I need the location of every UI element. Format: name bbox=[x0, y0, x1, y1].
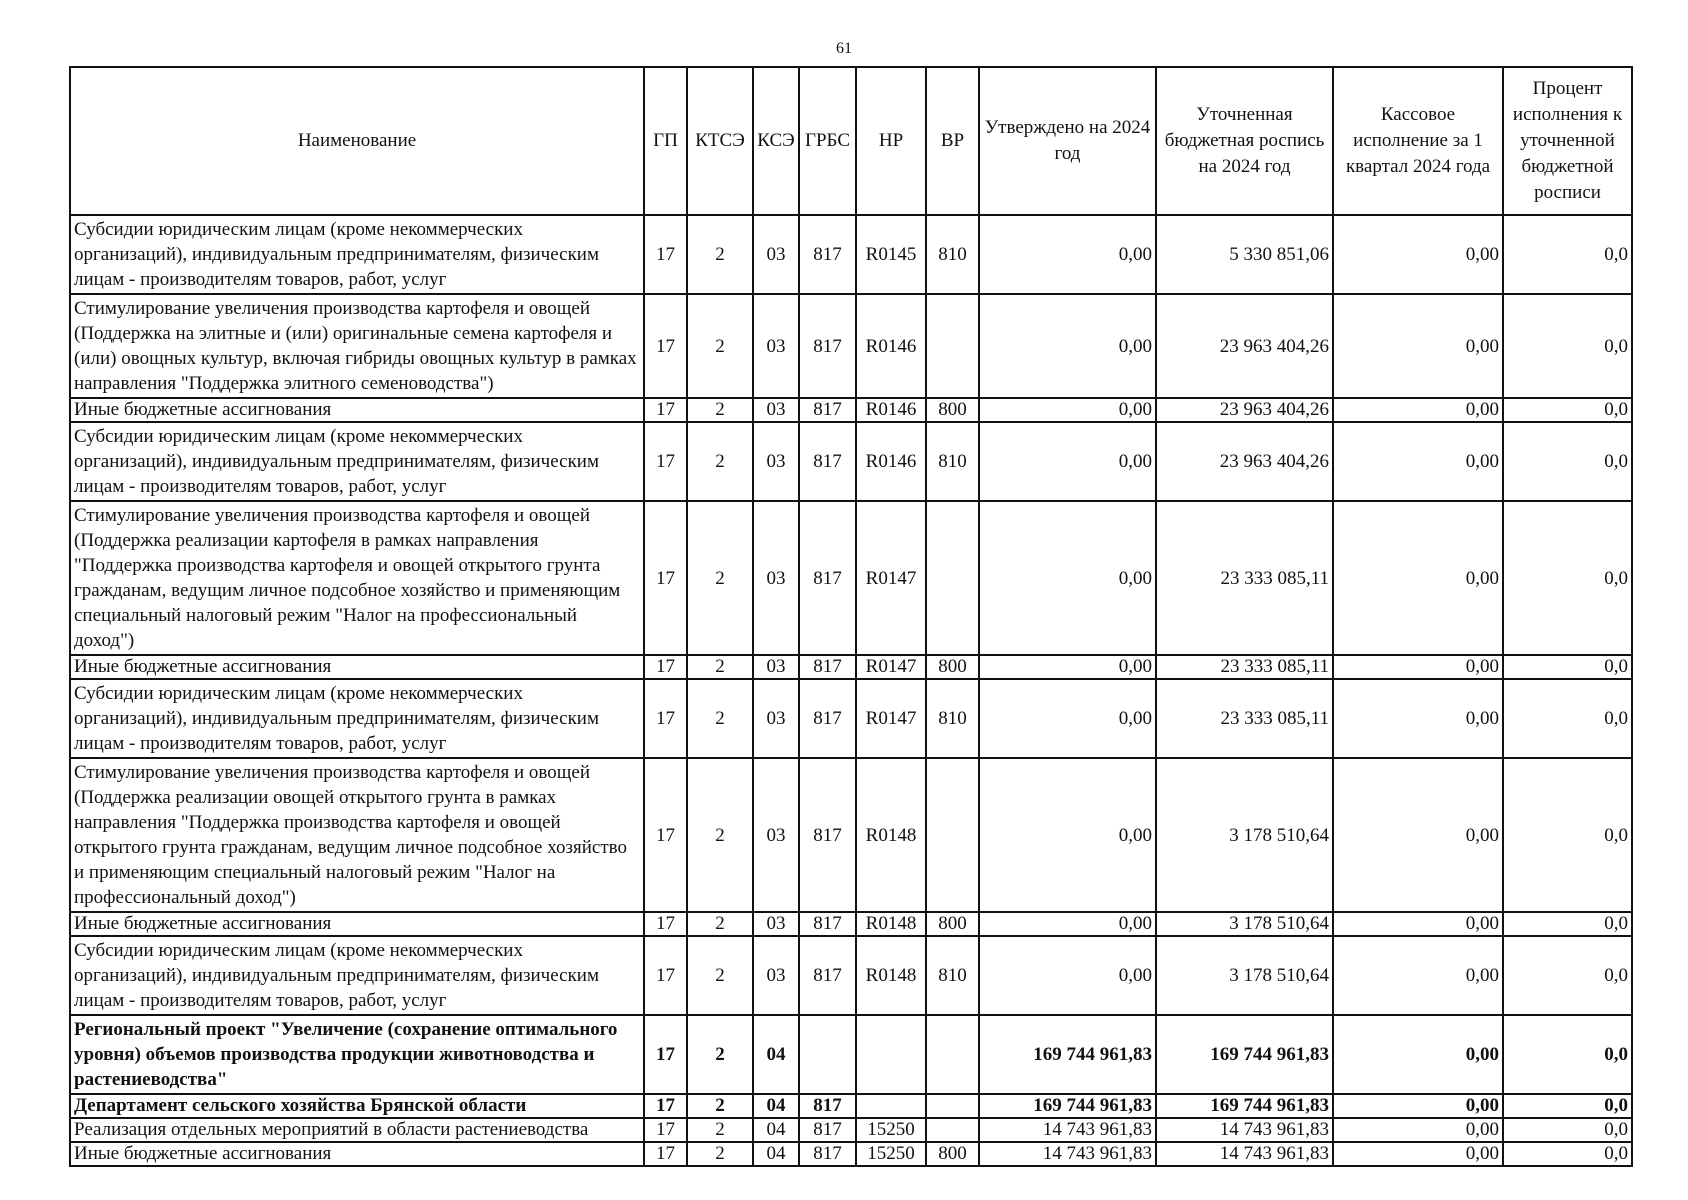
cell-kse: 03 bbox=[753, 758, 799, 912]
table-header-row bbox=[70, 67, 1632, 215]
cell-grbs: 817 bbox=[799, 501, 856, 655]
cell-ktse: 2 bbox=[687, 294, 753, 398]
cell-grbs: 817 bbox=[799, 1094, 856, 1118]
cell-grbs: 817 bbox=[799, 655, 856, 679]
cell-refined: 3 178 510,64 bbox=[1156, 936, 1333, 1015]
cell-ktse: 2 bbox=[687, 655, 753, 679]
cell-refined: 14 743 961,83 bbox=[1156, 1118, 1333, 1142]
cell-kse: 04 bbox=[753, 1118, 799, 1142]
cell-nr bbox=[856, 1015, 926, 1094]
cell-approved: 169 744 961,83 bbox=[979, 1094, 1156, 1118]
cell-name: Стимулирование увеличения производства картофеля и овощей (Поддержка реализации овощей открытого грунта в рамках направления "Поддержка производства картофеля и овощей открытого грунта гражданам, ведущим личное подсобное хозяйство и применяющим специальный налоговый режим "Налог на профессиональный доход") bbox=[70, 758, 644, 912]
cell-grbs: 817 bbox=[799, 422, 856, 501]
cell-refined: 3 178 510,64 bbox=[1156, 758, 1333, 912]
cell-kse: 04 bbox=[753, 1094, 799, 1118]
table-row bbox=[70, 655, 1632, 679]
cell-nr: R0146 bbox=[856, 398, 926, 422]
cell-vr bbox=[926, 758, 979, 912]
cell-approved: 0,00 bbox=[979, 398, 1156, 422]
cell-refined: 23 333 085,11 bbox=[1156, 679, 1333, 758]
cell-approved: 0,00 bbox=[979, 422, 1156, 501]
cell-ktse: 2 bbox=[687, 398, 753, 422]
cell-ktse: 2 bbox=[687, 1118, 753, 1142]
cell-nr bbox=[856, 1094, 926, 1118]
cell-cash: 0,00 bbox=[1333, 398, 1503, 422]
cell-gp: 17 bbox=[644, 215, 687, 294]
cell-name: Субсидии юридическим лицам (кроме некоммерческих организаций), индивидуальным предпринимателям, физическим лицам - производителям товаров, работ, услуг bbox=[70, 215, 644, 294]
cell-percent: 0,0 bbox=[1503, 215, 1632, 294]
cell-gp: 17 bbox=[644, 1015, 687, 1094]
table-row bbox=[70, 936, 1632, 1015]
cell-approved: 0,00 bbox=[979, 655, 1156, 679]
cell-ktse: 2 bbox=[687, 1094, 753, 1118]
table-row bbox=[70, 422, 1632, 501]
cell-gp: 17 bbox=[644, 758, 687, 912]
header-approved: Утверждено на 2024 год bbox=[979, 67, 1156, 215]
cell-gp: 17 bbox=[644, 398, 687, 422]
cell-nr: R0147 bbox=[856, 679, 926, 758]
cell-kse: 03 bbox=[753, 215, 799, 294]
cell-name: Стимулирование увеличения производства картофеля и овощей (Поддержка на элитные и (или) оригинальные семена картофеля и (или) овощных культур, включая гибриды овощных культур в рамках направления "Поддержка элитного семеноводства") bbox=[70, 294, 644, 398]
cell-ktse: 2 bbox=[687, 501, 753, 655]
cell-nr: R0145 bbox=[856, 215, 926, 294]
cell-grbs: 817 bbox=[799, 936, 856, 1015]
header-grbs: ГРБС bbox=[799, 67, 856, 215]
cell-ktse: 2 bbox=[687, 912, 753, 936]
cell-name: Иные бюджетные ассигнования bbox=[70, 1142, 644, 1166]
cell-percent: 0,0 bbox=[1503, 655, 1632, 679]
cell-cash: 0,00 bbox=[1333, 294, 1503, 398]
cell-vr bbox=[926, 1118, 979, 1142]
cell-nr: R0148 bbox=[856, 912, 926, 936]
cell-gp: 17 bbox=[644, 294, 687, 398]
cell-grbs: 817 bbox=[799, 679, 856, 758]
cell-ktse: 2 bbox=[687, 758, 753, 912]
cell-gp: 17 bbox=[644, 501, 687, 655]
cell-refined: 5 330 851,06 bbox=[1156, 215, 1333, 294]
header-nr: НР bbox=[856, 67, 926, 215]
header-vr: ВР bbox=[926, 67, 979, 215]
cell-vr: 800 bbox=[926, 1142, 979, 1166]
cell-cash: 0,00 bbox=[1333, 758, 1503, 912]
cell-refined: 23 963 404,26 bbox=[1156, 294, 1333, 398]
cell-percent: 0,0 bbox=[1503, 294, 1632, 398]
cell-refined: 23 963 404,26 bbox=[1156, 398, 1333, 422]
cell-kse: 03 bbox=[753, 294, 799, 398]
cell-percent: 0,0 bbox=[1503, 1142, 1632, 1166]
cell-cash: 0,00 bbox=[1333, 1094, 1503, 1118]
cell-name: Стимулирование увеличения производства картофеля и овощей (Поддержка реализации картофеля в рамках направления "Поддержка производства картофеля и овощей открытого грунта гражданам, ведущим личное подсобное хозяйство и применяющим специальный налоговый режим "Налог на профессиональный доход") bbox=[70, 501, 644, 655]
cell-percent: 0,0 bbox=[1503, 936, 1632, 1015]
header-percent: Процент исполнения к уточненной бюджетной росписи bbox=[1503, 67, 1632, 215]
cell-gp: 17 bbox=[644, 422, 687, 501]
cell-approved: 0,00 bbox=[979, 936, 1156, 1015]
cell-grbs bbox=[799, 1015, 856, 1094]
cell-cash: 0,00 bbox=[1333, 1015, 1503, 1094]
cell-cash: 0,00 bbox=[1333, 422, 1503, 501]
cell-name: Региональный проект "Увеличение (сохранение оптимального уровня) объемов производства продукции животноводства и растениеводства" bbox=[70, 1015, 644, 1094]
cell-grbs: 817 bbox=[799, 912, 856, 936]
cell-grbs: 817 bbox=[799, 215, 856, 294]
cell-approved: 169 744 961,83 bbox=[979, 1015, 1156, 1094]
cell-grbs: 817 bbox=[799, 1142, 856, 1166]
cell-name: Субсидии юридическим лицам (кроме некоммерческих организаций), индивидуальным предпринимателям, физическим лицам - производителям товаров, работ, услуг bbox=[70, 679, 644, 758]
cell-refined: 169 744 961,83 bbox=[1156, 1094, 1333, 1118]
cell-grbs: 817 bbox=[799, 294, 856, 398]
cell-approved: 0,00 bbox=[979, 215, 1156, 294]
header-gp: ГП bbox=[644, 67, 687, 215]
cell-cash: 0,00 bbox=[1333, 936, 1503, 1015]
cell-refined: 23 333 085,11 bbox=[1156, 501, 1333, 655]
cell-ktse: 2 bbox=[687, 422, 753, 501]
header-ktse: КТСЭ bbox=[687, 67, 753, 215]
table-row bbox=[70, 215, 1632, 294]
cell-vr bbox=[926, 501, 979, 655]
cell-gp: 17 bbox=[644, 655, 687, 679]
cell-vr: 800 bbox=[926, 398, 979, 422]
header-cash: Кассовое исполнение за 1 квартал 2024 года bbox=[1333, 67, 1503, 215]
cell-gp: 17 bbox=[644, 679, 687, 758]
cell-vr bbox=[926, 1094, 979, 1118]
cell-kse: 03 bbox=[753, 679, 799, 758]
table-row bbox=[70, 294, 1632, 398]
cell-percent: 0,0 bbox=[1503, 758, 1632, 912]
table-row bbox=[70, 758, 1632, 912]
table-row bbox=[70, 1118, 1632, 1142]
cell-gp: 17 bbox=[644, 1142, 687, 1166]
cell-approved: 0,00 bbox=[979, 294, 1156, 398]
cell-percent: 0,0 bbox=[1503, 1118, 1632, 1142]
cell-approved: 0,00 bbox=[979, 501, 1156, 655]
cell-gp: 17 bbox=[644, 1118, 687, 1142]
header-refined: Уточненная бюджетная роспись на 2024 год bbox=[1156, 67, 1333, 215]
cell-vr: 810 bbox=[926, 215, 979, 294]
cell-cash: 0,00 bbox=[1333, 655, 1503, 679]
cell-cash: 0,00 bbox=[1333, 1118, 1503, 1142]
cell-vr: 810 bbox=[926, 422, 979, 501]
cell-ktse: 2 bbox=[687, 936, 753, 1015]
cell-ktse: 2 bbox=[687, 679, 753, 758]
cell-cash: 0,00 bbox=[1333, 215, 1503, 294]
header-kse: КСЭ bbox=[753, 67, 799, 215]
cell-grbs: 817 bbox=[799, 398, 856, 422]
cell-percent: 0,0 bbox=[1503, 679, 1632, 758]
cell-vr bbox=[926, 1015, 979, 1094]
cell-gp: 17 bbox=[644, 936, 687, 1015]
cell-nr: R0148 bbox=[856, 936, 926, 1015]
budget-table bbox=[69, 66, 1633, 1167]
table-row bbox=[70, 501, 1632, 655]
cell-kse: 03 bbox=[753, 655, 799, 679]
cell-nr: R0147 bbox=[856, 501, 926, 655]
table-row bbox=[70, 679, 1632, 758]
cell-refined: 169 744 961,83 bbox=[1156, 1015, 1333, 1094]
cell-gp: 17 bbox=[644, 1094, 687, 1118]
cell-vr: 800 bbox=[926, 912, 979, 936]
cell-kse: 03 bbox=[753, 398, 799, 422]
cell-approved: 0,00 bbox=[979, 912, 1156, 936]
cell-grbs: 817 bbox=[799, 758, 856, 912]
cell-nr: R0146 bbox=[856, 294, 926, 398]
page-number: 61 bbox=[836, 40, 852, 57]
cell-refined: 23 333 085,11 bbox=[1156, 655, 1333, 679]
cell-gp: 17 bbox=[644, 912, 687, 936]
cell-vr: 800 bbox=[926, 655, 979, 679]
cell-approved: 14 743 961,83 bbox=[979, 1118, 1156, 1142]
cell-grbs: 817 bbox=[799, 1118, 856, 1142]
cell-vr: 810 bbox=[926, 679, 979, 758]
cell-kse: 04 bbox=[753, 1142, 799, 1166]
cell-cash: 0,00 bbox=[1333, 679, 1503, 758]
table-row bbox=[70, 1015, 1632, 1094]
cell-nr: 15250 bbox=[856, 1118, 926, 1142]
cell-percent: 0,0 bbox=[1503, 1094, 1632, 1118]
cell-name: Иные бюджетные ассигнования bbox=[70, 655, 644, 679]
cell-refined: 23 963 404,26 bbox=[1156, 422, 1333, 501]
header-name: Наименование bbox=[70, 67, 644, 215]
cell-percent: 0,0 bbox=[1503, 1015, 1632, 1094]
cell-name: Иные бюджетные ассигнования bbox=[70, 912, 644, 936]
cell-nr: R0147 bbox=[856, 655, 926, 679]
cell-percent: 0,0 bbox=[1503, 912, 1632, 936]
cell-percent: 0,0 bbox=[1503, 398, 1632, 422]
cell-cash: 0,00 bbox=[1333, 1142, 1503, 1166]
cell-kse: 03 bbox=[753, 501, 799, 655]
cell-name: Субсидии юридическим лицам (кроме некоммерческих организаций), индивидуальным предпринимателям, физическим лицам - производителям товаров, работ, услуг bbox=[70, 936, 644, 1015]
cell-nr: R0148 bbox=[856, 758, 926, 912]
cell-nr: R0146 bbox=[856, 422, 926, 501]
cell-cash: 0,00 bbox=[1333, 501, 1503, 655]
cell-approved: 0,00 bbox=[979, 679, 1156, 758]
cell-name: Департамент сельского хозяйства Брянской области bbox=[70, 1094, 644, 1118]
cell-refined: 3 178 510,64 bbox=[1156, 912, 1333, 936]
cell-ktse: 2 bbox=[687, 215, 753, 294]
cell-kse: 03 bbox=[753, 912, 799, 936]
cell-nr: 15250 bbox=[856, 1142, 926, 1166]
cell-refined: 14 743 961,83 bbox=[1156, 1142, 1333, 1166]
table-row bbox=[70, 912, 1632, 936]
cell-approved: 14 743 961,83 bbox=[979, 1142, 1156, 1166]
cell-cash: 0,00 bbox=[1333, 912, 1503, 936]
cell-vr bbox=[926, 294, 979, 398]
table-row bbox=[70, 1094, 1632, 1118]
cell-percent: 0,0 bbox=[1503, 422, 1632, 501]
table-row bbox=[70, 398, 1632, 422]
cell-name: Субсидии юридическим лицам (кроме некоммерческих организаций), индивидуальным предпринимателям, физическим лицам - производителям товаров, работ, услуг bbox=[70, 422, 644, 501]
cell-name: Иные бюджетные ассигнования bbox=[70, 398, 644, 422]
cell-kse: 03 bbox=[753, 936, 799, 1015]
table-row bbox=[70, 1142, 1632, 1166]
cell-approved: 0,00 bbox=[979, 758, 1156, 912]
cell-vr: 810 bbox=[926, 936, 979, 1015]
cell-ktse: 2 bbox=[687, 1142, 753, 1166]
cell-ktse: 2 bbox=[687, 1015, 753, 1094]
cell-name: Реализация отдельных мероприятий в области растениеводства bbox=[70, 1118, 644, 1142]
cell-kse: 04 bbox=[753, 1015, 799, 1094]
cell-kse: 03 bbox=[753, 422, 799, 501]
cell-percent: 0,0 bbox=[1503, 501, 1632, 655]
